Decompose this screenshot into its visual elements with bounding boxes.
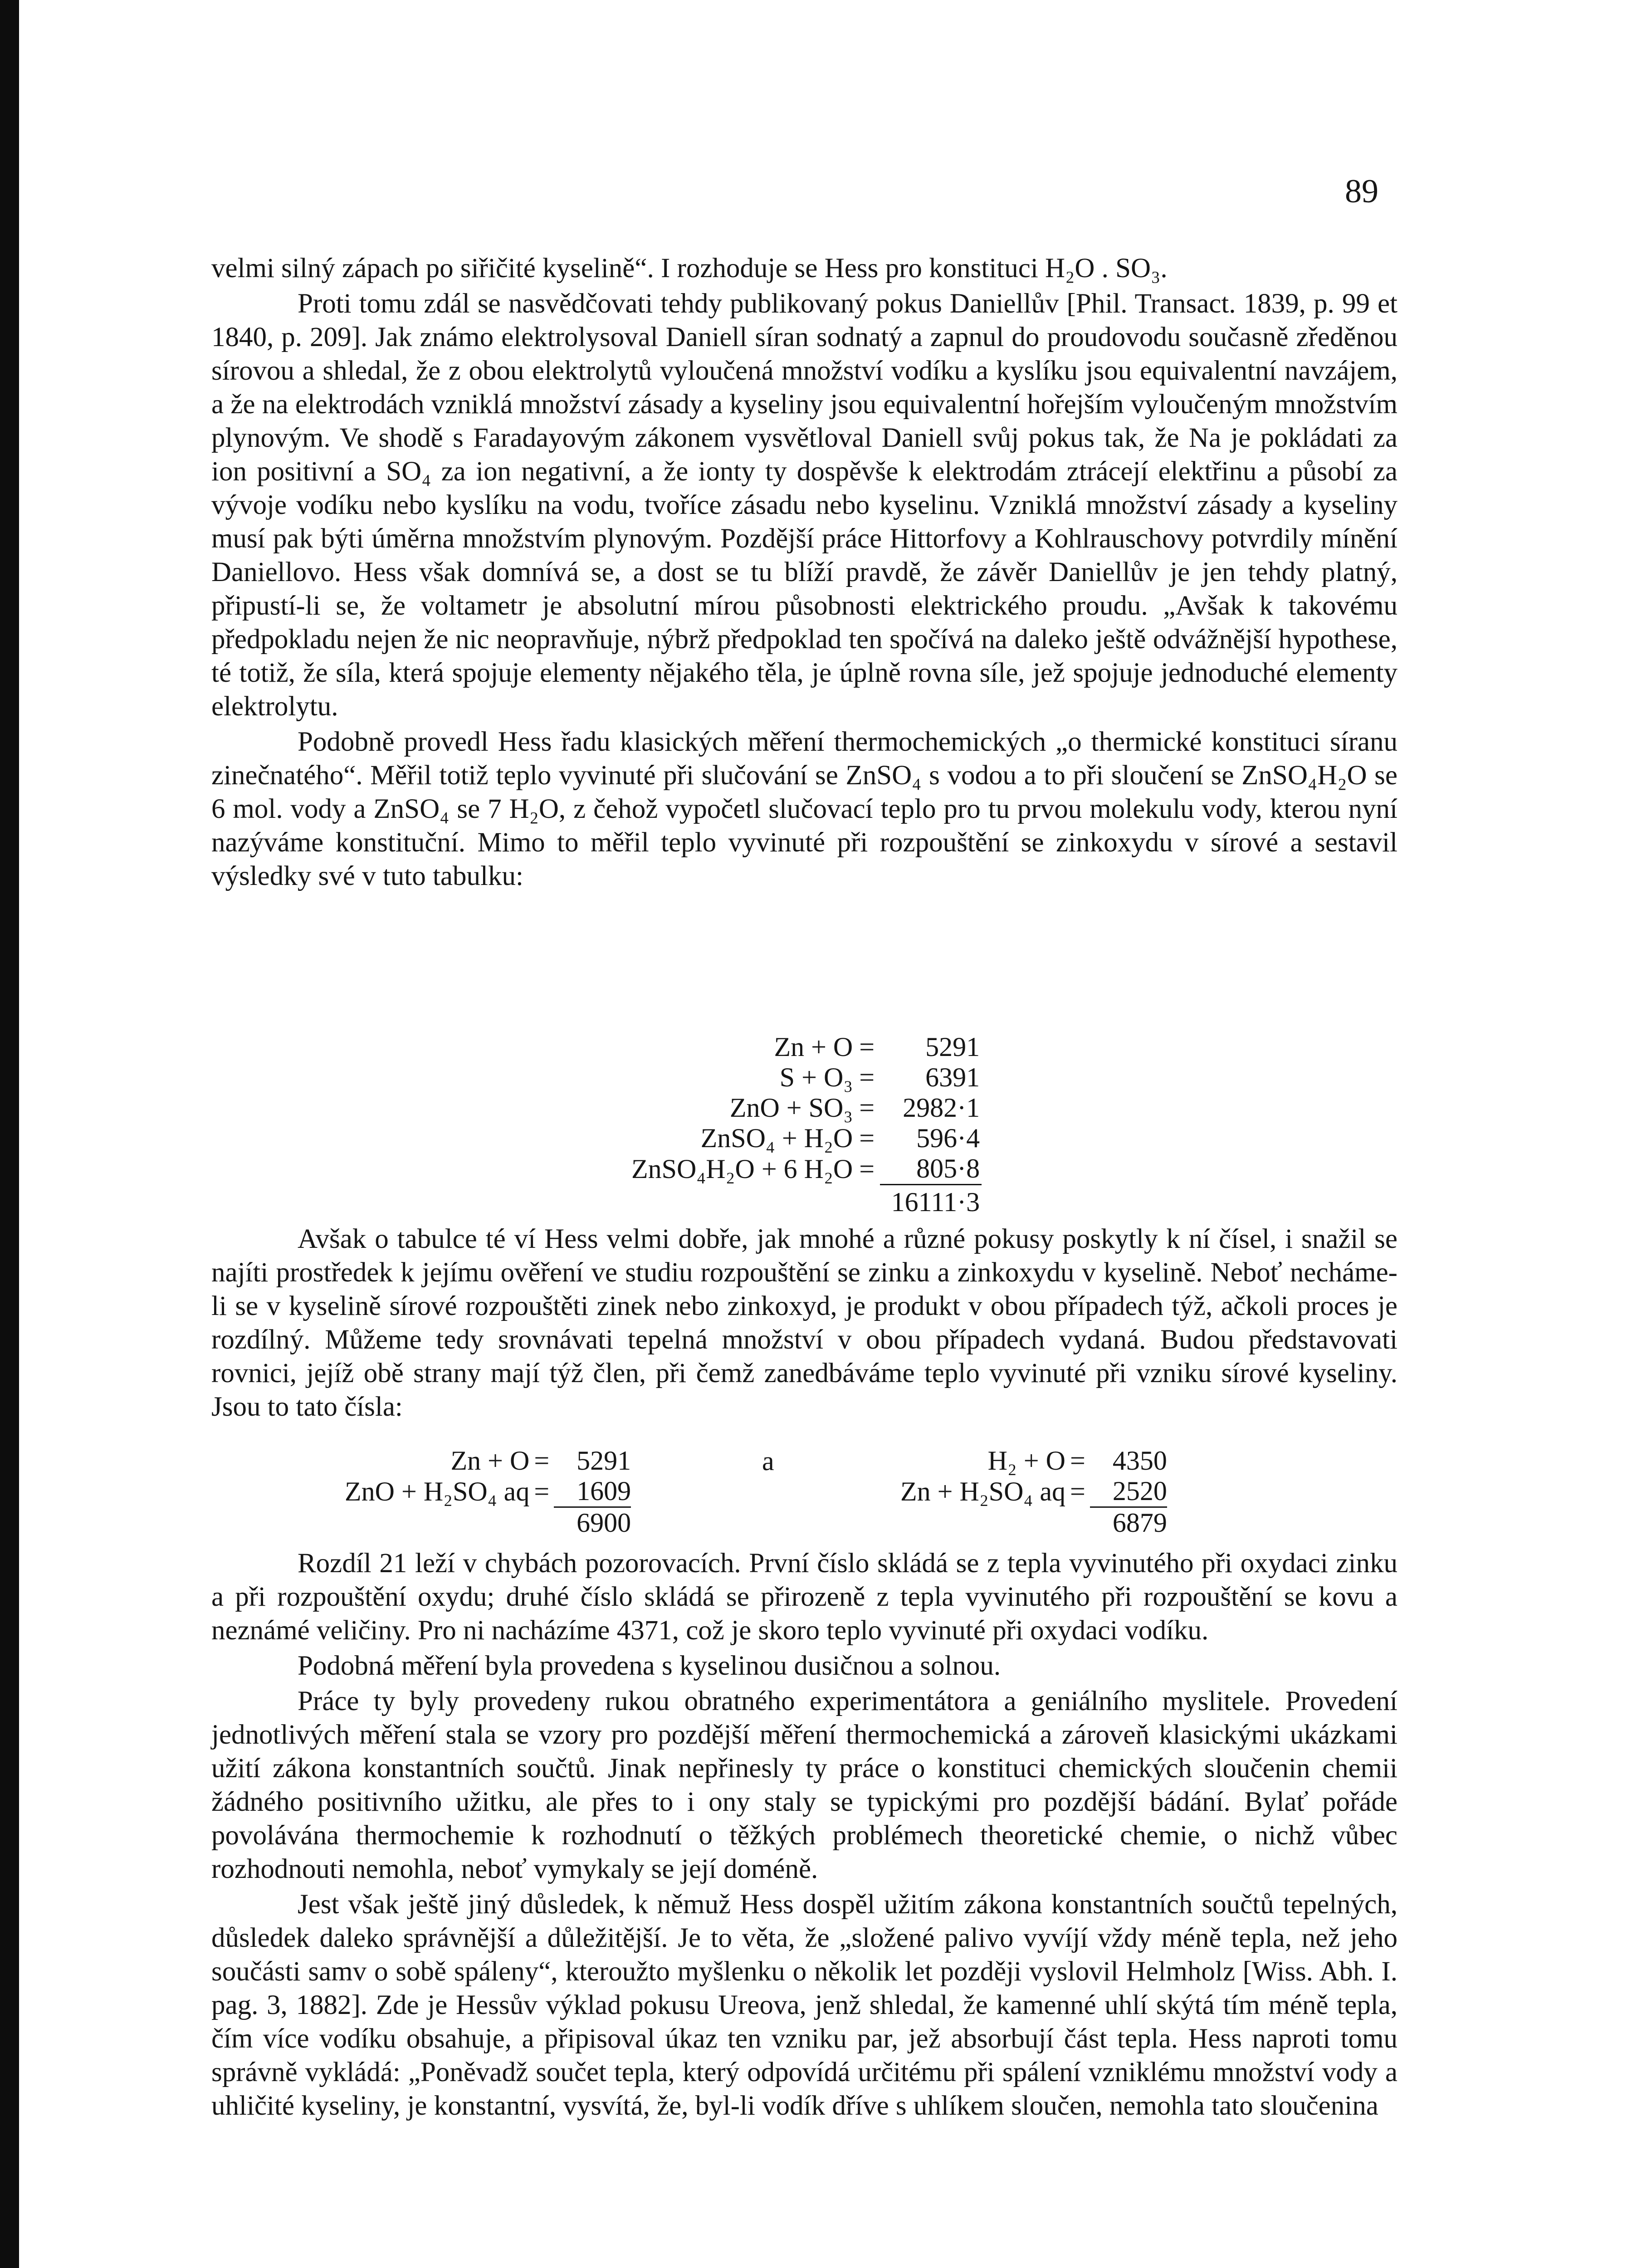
heat-total: 6900 xyxy=(577,1508,631,1538)
heat-value: 2982·1 xyxy=(903,1093,980,1123)
equals-sign: = xyxy=(534,1476,550,1506)
left-equations xyxy=(345,1446,631,1538)
table-row xyxy=(900,1446,1167,1476)
equals-sign: = xyxy=(1070,1476,1085,1506)
paragraph-2: Proti tomu zdál se nasvědčovati tehdy publikovaný pokus Daniellův [Phil. Transact. 1839, p. 99 et 1840, p. 209]. Jak známo elektrolysoval Daniell síran sodnatý a zapnul do proudovodu současně zředěnou sírovou a shledal, že z obou elektrolytů vyloučená množství vodíku a kyslíku jsou equivalentní navzájem, a že na elektrodách vzniklá množství zásady a kyseliny jsou equivalentní hořejším vyloučeným množstvím plynovým. Ve shodě s Faradayovým zákonem vysvětloval Daniell svůj pokus tak, že Na je pokládati za ion positivní a SO₄ za ion negativní, a že ionty ty dospěvše k elektrodám ztrácejí elektřinu a působí za vývoje vodíku nebo kyslíku na vodu, tvoříce zásadu nebo kyselinu. Vzniklá množství zásady a kyseliny musí pak býti úměrna množstvím plynovým. Pozdější práce Hittorfovy a Kohlrauschovy potvrdily mínění Daniellovo. Hess však domnívá se, a dost se tu blíží pravdě, že závěr Daniellův je jen tehdy platný, připustí-li se, že voltametr je absolutní mírou působnosti elektrického proudu. „Avšak k takovému předpokladu nejen že nic neopravňuje, nýbrž předpoklad ten spočívá na daleko ještě odvážnější hypothese, té totiž, že síla, která spojuje elementy nějakého těla, je úplně rovna síle, jež spojuje jednoduché elementy elektrolytu. xyxy=(211,288,1398,722)
equals-sign: = xyxy=(859,1154,875,1184)
heat-value: 5291 xyxy=(925,1032,980,1062)
paragraph-8: Jest však ještě jiný důsledek, k němuž Hess dospěl užitím zákona konstantních součtů tepelných, důsledek daleko správnější a důležitější. Je to věta, že „složené palivo vyvíjí vždy méně tepla, než jeho součásti samv o sobě spáleny“, kteroužto myšlenku o několik let později vyslovil Helmholz [Wiss. Abh. I. pag. 3, 1882]. Zde je Hessův výklad pokusu Ureova, jenž shledal, že kamenné uhlí skýtá tím méně tepla, čím více vodíku obsahuje, a připisoval úkaz ten vzniku par, jež absorbují část tepla. Hess naproti tomu správně vykládá: „Poněvadž součet tepla, který odpovídá určitému při spálení vzniklému množství vody a uhličité kyseliny, je konstantní, vysvítá, že, byl-li vodík dříve s uhlíkem sloučen, nemohla tato sloučenina xyxy=(211,1889,1398,2121)
equals-sign: = xyxy=(1070,1446,1085,1476)
table-row xyxy=(631,1123,982,1154)
page-body xyxy=(211,252,1398,893)
page-body-continued xyxy=(211,1222,1398,1424)
equation-lhs: S + O₃ xyxy=(779,1062,853,1092)
equals-sign: = xyxy=(534,1446,550,1476)
heat-value: 6391 xyxy=(925,1062,980,1092)
equals-sign: = xyxy=(859,1123,875,1153)
equals-sign: = xyxy=(859,1093,875,1123)
page-number: 89 xyxy=(1345,173,1378,210)
paragraph-7: Práce ty byly provedeny rukou obratného experimentátora a geniálního myslitele. Provedení jednotlivých měření stala se vzory pro pozdější měření thermochemická a zároveň klasickými ukázkami užití zákona konstantních součtů. Jinak nepřinesly ty práce o konstituci chemických sloučenin chemii žádného positivního užitku, ale přes to i ony staly se typickými pro pozdější bádání. Bylať pořáde povolávána thermochemie k rozhodnutí o těžkých problémech theoretické chemie, o nichž vůbec rozhodnouti nemohla, neboť vymykaly se její doméně. xyxy=(211,1686,1398,1884)
table-row xyxy=(345,1446,631,1476)
table-row xyxy=(631,1062,982,1093)
heat-value: 805·8 xyxy=(880,1154,982,1185)
paragraph-1: velmi silný zápach po siřičité kyselině“. I rozhoduje se Hess pro konstituci H₂O . SO₃. xyxy=(211,253,1168,284)
connector-word: a xyxy=(762,1446,774,1476)
heat-value: 596·4 xyxy=(916,1123,980,1153)
equals-sign: = xyxy=(859,1032,875,1062)
table-row xyxy=(631,1154,982,1185)
table-row xyxy=(900,1476,1167,1507)
heat-total: 6879 xyxy=(1112,1508,1167,1538)
heat-total: 16111·3 xyxy=(891,1187,980,1217)
equation-lhs: ZnO + H₂SO₄ aq xyxy=(345,1476,530,1506)
table-total-row xyxy=(345,1507,631,1539)
heat-value: 1609 xyxy=(554,1476,631,1507)
equation-lhs: ZnSO₄ + H₂O xyxy=(700,1123,853,1153)
equation-lhs: ZnSO₄H₂O + 6 H₂O xyxy=(631,1154,853,1184)
table-row xyxy=(631,1032,982,1062)
scan-left-border xyxy=(0,0,19,2268)
equation-lhs: Zn + H₂SO₄ aq xyxy=(900,1476,1065,1506)
heat-value: 4350 xyxy=(1112,1446,1167,1476)
equation-lhs: Zn + O xyxy=(774,1032,853,1062)
right-equations xyxy=(900,1446,1167,1538)
paragraph-6: Podobná měření byla provedena s kyselinou dusičnou a solnou. xyxy=(298,1651,1001,1681)
table-total-row xyxy=(900,1507,1167,1539)
heat-value: 2520 xyxy=(1090,1476,1167,1507)
paragraph-3: Podobně provedl Hess řadu klasických měření thermochemických „o thermické konstituci síranu zinečnatého“. Měřil totiž teplo vyvinuté při slučování se ZnSO₄ s vodou a to při sloučení se ZnSO₄H₂O se 6 mol. vody a ZnSO₄ se 7 H₂O, z čehož vypočetl slučovací teplo pro tu prvou molekulu vody, kterou nyní nazýváme konstituční. Mimo to měřil teplo vyvinuté při rozpouštění se zinkoxydu v sírové a sestavil výsledky své v tuto tabulku: xyxy=(211,727,1398,891)
equation-lhs: Zn + O xyxy=(450,1446,530,1476)
heat-table xyxy=(631,1032,982,1217)
equals-sign: = xyxy=(859,1062,875,1092)
equation-lhs: H₂ + O xyxy=(987,1446,1065,1476)
equation-lhs: ZnO + SO₃ xyxy=(729,1093,853,1123)
page-body-end xyxy=(211,1547,1398,2123)
table-row xyxy=(345,1476,631,1507)
table-row xyxy=(631,1093,982,1123)
paragraph-4: Avšak o tabulce té ví Hess velmi dobře, jak mnohé a různé pokusy poskytly k ní čísel, i snažil se najíti prostředek k jejímu ověření ve studiu rozpouštění se zinku a zinkoxydu v kyselině. Neboť necháme-li se v kyselině sírové rozpouštěti zinek nebo zinkoxyd, je produkt v obou případech týž, ačkoli proces je rozdílný. Můžeme tedy srovnávati tepelná množství v obou případech vydaná. Budou představovati rovnici, jejíž obě strany mají týž člen, při čemž zanedbáváme teplo vyvinuté při vzniku sírové kyseliny. Jsou to tato čísla: xyxy=(211,1224,1398,1422)
heat-value: 5291 xyxy=(577,1446,631,1476)
paragraph-5: Rozdíl 21 leží v chybách pozorovacích. První číslo skládá se z tepla vyvinutého při oxydaci zinku a při rozpouštění oxydu; druhé číslo skládá se přirozeně z tepla vyvinutého při rozpouštění se kovu a neznámé veličiny. Pro ni nacházíme 4371, což je skoro teplo vyvinuté při oxydaci vodíku. xyxy=(211,1548,1398,1646)
table-total-row xyxy=(631,1185,982,1218)
